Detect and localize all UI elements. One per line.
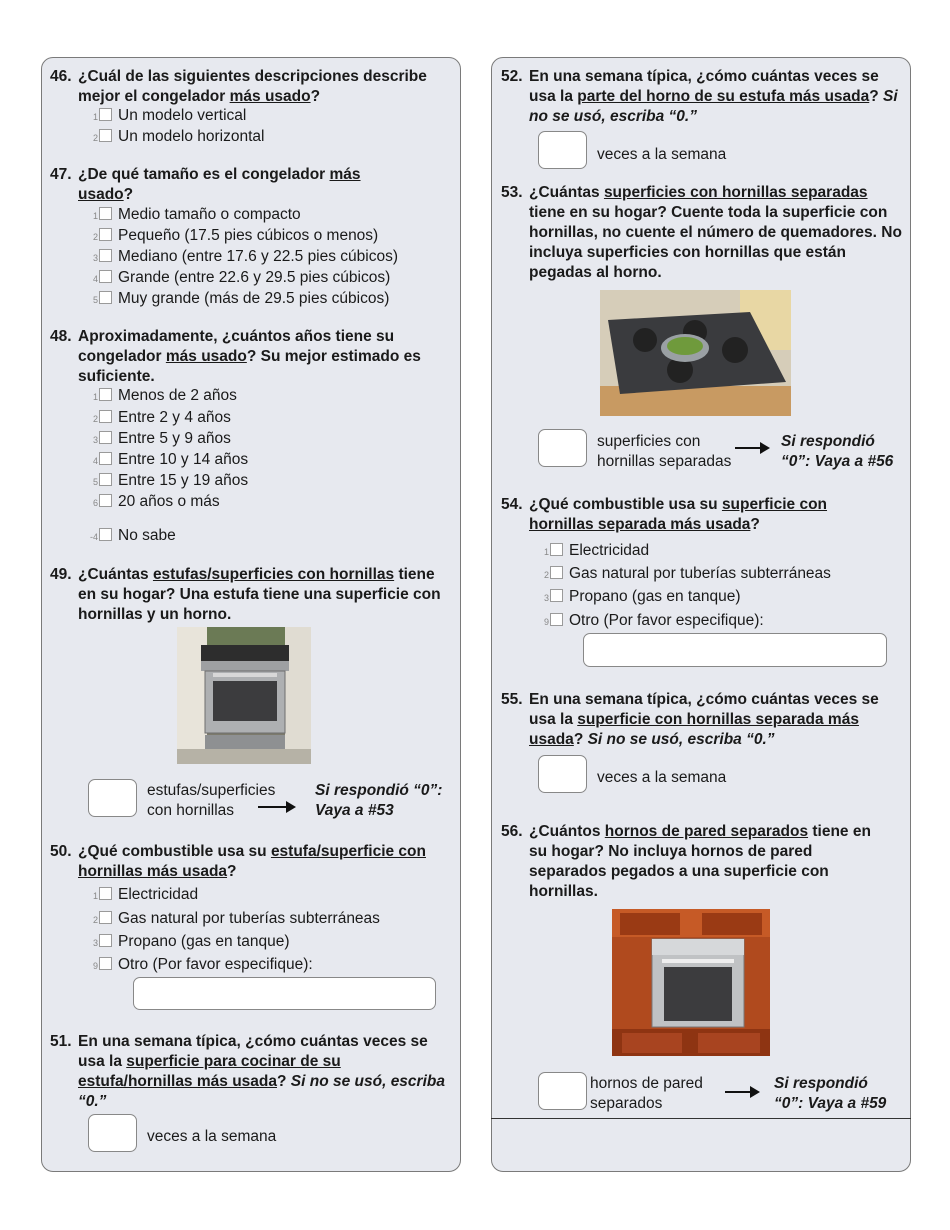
checkbox[interactable] (99, 452, 112, 465)
question-50: 50. ¿Qué combustible usa su estufa/superficie con hornillas más usada? (50, 843, 426, 880)
q56-answer-box[interactable] (538, 1072, 587, 1110)
question-52: 52. En una semana típica, ¿cómo cuántas veces se usa la parte del horno de su estufa más usada? Si no se usó, escriba “0.” (501, 68, 898, 125)
q46-option[interactable]: 1 Un modelo vertical (92, 107, 247, 124)
checkbox[interactable] (99, 129, 112, 142)
checkbox[interactable] (99, 249, 112, 262)
arrow-icon (725, 1091, 758, 1093)
q56-unit-label: hornos de pared separados (590, 1075, 703, 1112)
q54-other-specify-input[interactable] (583, 633, 887, 667)
checkbox[interactable] (99, 388, 112, 401)
checkbox[interactable] (99, 934, 112, 947)
q51-unit-label: veces a la semana (147, 1128, 277, 1145)
q54-option[interactable]: 3 Propano (gas en tanque) (543, 588, 741, 605)
checkbox[interactable] (99, 528, 112, 541)
q47-option[interactable]: 4 Grande (entre 22.6 y 29.5 pies cúbicos) (92, 269, 391, 286)
stove-photo (177, 627, 311, 764)
q50-option[interactable]: 1 Electricidad (92, 886, 199, 903)
checkbox[interactable] (550, 613, 563, 626)
q48-option[interactable]: 6 20 años o más (92, 493, 220, 510)
arrow-icon (258, 806, 294, 808)
checkbox[interactable] (99, 270, 112, 283)
q55-answer-box[interactable] (538, 755, 587, 793)
checkbox[interactable] (99, 410, 112, 423)
question-46: 46. ¿Cuál de las siguientes descripciones describe mejor el congelador más usado? (50, 68, 427, 105)
question-55: 55. En una semana típica, ¿cómo cuántas veces se usa la superficie con hornillas separada más usada? Si no se usó, escriba “0.” (501, 691, 879, 748)
question-53: 53. ¿Cuántas superficies con hornillas separadas tiene en su hogar? Cuente toda la superficie con hornillas, no cuente el número de quemadores. No incluya superficies con hornillas que están pegadas al horno. (501, 184, 902, 281)
q51-answer-box[interactable] (88, 1114, 137, 1152)
question-47: 47. ¿De qué tamaño es el congelador más usado? (50, 166, 361, 203)
q46-option[interactable]: 2 Un modelo horizontal (92, 128, 265, 145)
q50-other-specify-input[interactable] (133, 977, 436, 1010)
q54-option[interactable]: 1 Electricidad (543, 542, 650, 559)
q47-option[interactable]: 5 Muy grande (más de 29.5 pies cúbicos) (92, 290, 390, 307)
question-48: 48. Aproximadamente, ¿cuántos años tiene su congelador más usado? Su mejor estimado es suficiente. (50, 328, 421, 385)
checkbox[interactable] (99, 494, 112, 507)
checkbox[interactable] (550, 589, 563, 602)
checkbox[interactable] (99, 887, 112, 900)
checkbox[interactable] (99, 228, 112, 241)
q48-option-no-sabe[interactable]: -4 No sabe (89, 527, 176, 544)
arrow-icon (735, 447, 768, 449)
q48-option[interactable]: 3 Entre 5 y 9 años (92, 430, 231, 447)
q55-unit-label: veces a la semana (597, 769, 727, 786)
question-49: 49. ¿Cuántas estufas/superficies con hornillas tiene en su hogar? Una estufa tiene una superficie con hornillas y un horno. (50, 566, 441, 623)
checkbox[interactable] (550, 543, 563, 556)
checkbox[interactable] (99, 108, 112, 121)
q49-answer-box[interactable] (88, 779, 137, 817)
q48-option[interactable]: 2 Entre 2 y 4 años (92, 409, 231, 426)
q52-answer-box[interactable] (538, 131, 587, 169)
wall-oven-photo (612, 909, 770, 1056)
q49-skip-instruction: Si respondió “0”: Vaya a #53 (315, 782, 443, 819)
divider (491, 1118, 911, 1119)
q47-option[interactable]: 1 Medio tamaño o compacto (92, 206, 301, 223)
question-54: 54. ¿Qué combustible usa su superficie con hornillas separada más usada? (501, 496, 828, 533)
q48-option[interactable]: 4 Entre 10 y 14 años (92, 451, 249, 468)
checkbox[interactable] (99, 207, 112, 220)
checkbox[interactable] (550, 566, 563, 579)
question-51: 51. En una semana típica, ¿cómo cuántas veces se usa la superficie para cocinar de su estufa/hornillas más usada? Si no se usó, escriba “0.” (50, 1033, 445, 1110)
q48-option[interactable]: 1 Menos de 2 años (92, 387, 237, 404)
q50-option[interactable]: 3 Propano (gas en tanque) (92, 933, 290, 950)
q53-answer-box[interactable] (538, 429, 587, 467)
checkbox[interactable] (99, 911, 112, 924)
question-56: 56. ¿Cuántos hornos de pared separados tiene en su hogar? No incluya hornos de pared separados pegados a una superficie con hornillas. (501, 823, 871, 900)
q52-unit-label: veces a la semana (597, 146, 727, 163)
q50-option[interactable]: 2 Gas natural por tuberías subterráneas (92, 910, 380, 927)
q56-skip-instruction: Si respondió “0”: Vaya a #59 (774, 1075, 887, 1112)
checkbox[interactable] (99, 957, 112, 970)
q53-skip-instruction: Si respondió “0”: Vaya a #56 (781, 433, 894, 470)
q47-option[interactable]: 3 Mediano (entre 17.6 y 22.5 pies cúbicos) (92, 248, 399, 265)
q53-unit-label: superficies con hornillas separadas (597, 433, 732, 470)
checkbox[interactable] (99, 473, 112, 486)
q50-option[interactable]: 9 Otro (Por favor especifique): (92, 956, 313, 973)
checkbox[interactable] (99, 431, 112, 444)
cooktop-photo (600, 290, 791, 416)
q47-option[interactable]: 2 Pequeño (17.5 pies cúbicos o menos) (92, 227, 379, 244)
q54-option[interactable]: 2 Gas natural por tuberías subterráneas (543, 565, 831, 582)
q48-option[interactable]: 5 Entre 15 y 19 años (92, 472, 249, 489)
q54-option[interactable]: 9 Otro (Por favor especifique): (543, 612, 764, 629)
q49-unit-label: estufas/superficies con hornillas (147, 782, 276, 819)
checkbox[interactable] (99, 291, 112, 304)
